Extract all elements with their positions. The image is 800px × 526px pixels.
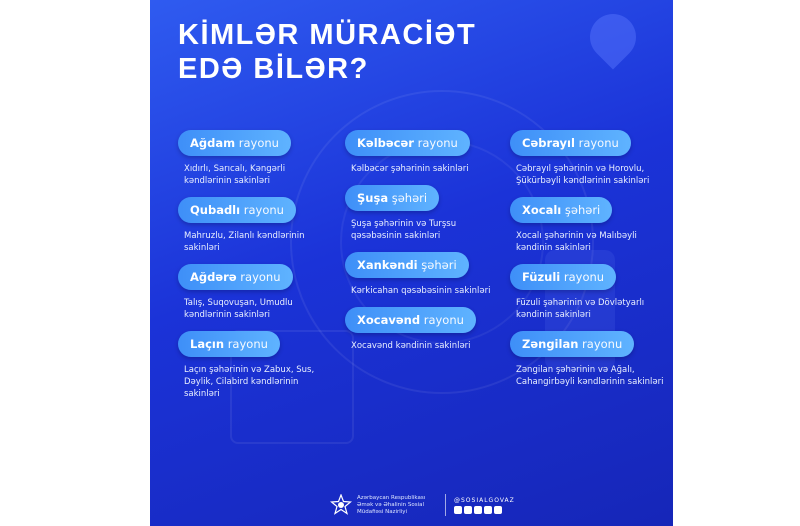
region-type: rayonu <box>417 136 458 150</box>
region-name: Laçın <box>190 337 225 351</box>
region-item <box>345 185 510 242</box>
region-description: Mahruzlu, Zilanlı kəndlərinin sakinləri <box>184 231 305 253</box>
region-name: Cəbrayıl <box>522 136 575 150</box>
region-pill <box>345 185 439 211</box>
region-type: rayonu <box>243 203 284 217</box>
region-type: rayonu <box>578 136 619 150</box>
region-name: Ağdam <box>190 136 236 150</box>
region-type: rayonu <box>423 313 464 327</box>
region-name: Şuşa <box>357 191 389 205</box>
region-description: Talış, Suqovuşan, Umudlu kəndlərinin sakinləri <box>184 298 293 320</box>
social-icons <box>454 506 515 514</box>
column-3 <box>510 130 673 398</box>
column-2 <box>345 130 510 362</box>
facebook-icon[interactable] <box>454 506 462 514</box>
column-1 <box>178 130 343 410</box>
region-name: Xankəndi <box>357 258 418 272</box>
region-type: rayonu <box>227 337 268 351</box>
region-item <box>178 130 343 187</box>
region-description: Şuşa şəhərinin və Turşsu qəsəbəsinin sakinləri <box>351 219 457 241</box>
footer <box>330 492 515 518</box>
region-description: Kərkicahan qəsəbəsinin sakinləri <box>351 286 491 296</box>
region-description: Laçın şəhərinin və Zabux, Sus, Dəylik, Cilabird kəndlərinin sakinləri <box>184 365 315 399</box>
region-type: rayonu <box>240 270 281 284</box>
region-pill <box>178 130 291 156</box>
poster <box>150 0 673 526</box>
region-description: Xıdırlı, Sarıcalı, Kəngərli kəndlərinin sakinləri <box>184 164 286 186</box>
region-type: şəhəri <box>421 258 457 272</box>
region-item <box>178 331 343 400</box>
region-name: Xocavənd <box>357 313 421 327</box>
region-pill <box>178 197 296 223</box>
region-name: Ağdərə <box>190 270 237 284</box>
region-name: Qubadlı <box>190 203 241 217</box>
region-name: Zəngilan <box>522 337 579 351</box>
region-type: rayonu <box>563 270 605 284</box>
region-description: Zəngilan şəhərinin və Ağalı, Cahangirbəyli kəndlərinin sakinləri <box>516 365 664 387</box>
region-item <box>178 264 343 321</box>
region-description: Kəlbəcər şəhərinin sakinləri <box>351 164 469 174</box>
region-type: rayonu <box>238 136 279 150</box>
region-pill <box>178 331 280 357</box>
organization-name: Azərbaycan Respublikası Əmək və Əhalinin Sosial Müdafiəsi Nazirliyi <box>357 494 426 515</box>
region-pill <box>345 307 476 333</box>
twitter-icon[interactable] <box>474 506 482 514</box>
region-pill <box>510 264 616 290</box>
region-item <box>510 130 673 187</box>
region-item <box>178 197 343 254</box>
region-type: rayonu <box>582 337 623 351</box>
region-pill <box>345 252 469 278</box>
region-description: Cəbrayıl şəhərinin və Horovlu, Şükürbəyli kəndlərinin sakinləri <box>516 164 650 186</box>
region-description: Xocavənd kəndinin sakinləri <box>351 341 471 351</box>
youtube-icon[interactable] <box>484 506 492 514</box>
title-line-2: EDƏ BİLƏR? <box>178 53 369 85</box>
region-pill <box>345 130 470 156</box>
social-handle[interactable]: @SOSIALGOVAZ <box>454 496 515 504</box>
region-item <box>345 130 510 175</box>
region-type: şəhəri <box>564 203 601 217</box>
telegram-icon[interactable] <box>494 506 502 514</box>
map-pin-icon <box>580 4 645 69</box>
page-title <box>178 18 476 86</box>
region-item <box>510 331 673 388</box>
footer-divider <box>445 494 446 516</box>
region-name: Füzuli <box>522 270 561 284</box>
instagram-icon[interactable] <box>464 506 472 514</box>
region-pill <box>510 331 634 357</box>
region-name: Xocalı <box>522 203 562 217</box>
region-item <box>345 252 510 297</box>
region-pill <box>510 197 612 223</box>
region-description: Füzuli şəhərinin və Dövlətyarlı kəndinin sakinləri <box>516 298 645 320</box>
ministry-logo-icon <box>330 494 352 516</box>
social-block <box>454 497 515 514</box>
region-item <box>510 197 673 254</box>
title-line-1: KİMLƏR MÜRACİƏT <box>178 19 477 51</box>
region-pill <box>510 130 631 156</box>
region-type: şəhəri <box>391 191 428 205</box>
region-pill <box>178 264 293 290</box>
region-item <box>345 307 510 352</box>
region-item <box>510 264 673 321</box>
region-name: Kəlbəcər <box>357 136 414 150</box>
region-description: Xocalı şəhərinin və Malıbəyli kəndinin sakinləri <box>516 231 637 253</box>
